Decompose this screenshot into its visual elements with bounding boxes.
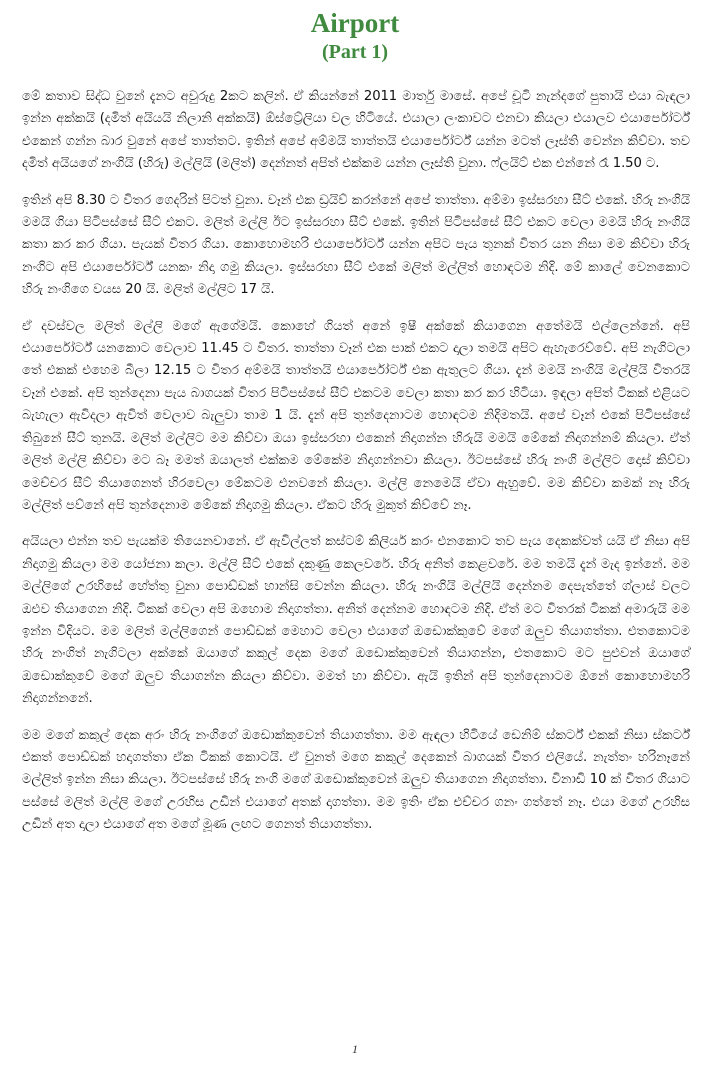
- paragraph-5: මම මගේ කකුල් දෙක අරං හිරු නංගිගේ ඔඩොක්කුවෙන් තියාගත්තා. මම ඇඳලා හිටියේ ඩෙනිම් ස්කර්ට් එකක් නිසා ස්කර්ට් එකත් පොඩ්ඩක් හදාගත්තා ඒක ටිකක් කොටයි. ඒ වුනත් මගෙ කකුල් දෙකෙන් බාගයක් විතර එලියේ. නැත්තං හරිනෑනේ මල්ලිත් ඉන්න නිසා කියලා. ඊටපස්සේ හිරු නංගි මගේ ඔඩොක්කුවෙන් ඔලුව තියාගෙන නිදාගත්තා. විනාඩි 10 ක් විතර ගියාට පස්සේ මලිත් මල්ලි මගේ උරහිස උඩින් එයාගේ අතක් දාගත්තා. මම ඉතිං ඒක එච්චර ගනං ගත්තේ නෑ. එයා මගේ උරහිස උඩින් අත දාලා එයාගේ අත මගේ මූණ ලඟට ගෙනත් තියාගත්තා.: [22, 727, 690, 833]
- paragraph-2: ඉතින් අපි 8.30 ට විතර ගෙදරින් පිටත් වුනා. වෑන් එක ඩ්‍රයිව් කරන්නේ අපේ තාත්තා. අම්මා ඉස්සරහා සීට් එකේ. හිරු නංගියි මමයි ගියා පිටිපස්සේ සීට් එකට. මලිත් මල්ලි ඊට ඉස්සරහා සීට් එකේ. ඉතින් පිටිපස්සේ සීට් එකට වෙලා මමයි හිරු නංගියි කතා කර කර ගියා. පැයක් විතර ගියා. කොහොමහරි එයාර්පෝර්ට් යන්න අපිට පැය තුනක් විතර යන නිසා මම කිව්වා හිරු නංගිට අපි එයාර්පෝර්ට් යනකං නිදා ගමු කියලා. ඉස්සරහා සීට් එකේ මලිත් මල්ලිත් හොඳටම නිදි. මේ කාලේ වෙනකොට හිරු නංගිගෙ වයස 20 යි. මලිත් මල්ලිට 17 යි.: [22, 192, 690, 298]
- paragraph-1: මේ කතාව සිද්ධ වුනේ දැනට අවුරුදු 2කට කලින්. ඒ කියන්නේ 2011 මාර්තු මාසේ. අපේ චූටි නැන්දගේ පුතායි එයා බැඳලා ඉන්න අක්කයි (දමිත් අයියයි නිලානි අක්කයි) ඕස්ට්‍රේලියා වල හිටියේ. එයාලා ලංකාවට එනවා කියලා එයාලව එයාර්පෝර්ට් එකෙන් ගන්න බාර වුනේ අපේ තාත්තට. ඉතින් අපේ අම්මයි තාත්තයි එයාර්පෝර්ට් යන්න මටත් ලෑස්ති වෙන්න කිව්වා. තව දමිත් අයියගේ නංගියි (හිරු) මල්ලියි (මලිත්) දෙන්නත් අපිත් එක්කම යන්න ලෑස්ති වුනා. ෆ්ලයිට් එක එන්නේ රෑ 1.50 ට.: [22, 89, 690, 172]
- paragraph-4: අයියලා එන්න තව පැයක්ම තියෙනවානේ. ඒ ඇවිල්ලත් කස්ටම් කිලියර් කරං එනකොට තව පැය දෙකක්වත් යයි ඒ නිසා අපි නිදාගමු කියලා මම යෝජනා කලා. මල්ලි සීට් එකේ දකුණු කෙලවරේ. හිරු අනිත් කෙළවරේ. මම තමයි දැන් මැද ඉන්නේ. මම මල්ලිගේ උරහිසේ හේත්තු වුනා පොඩ්ඩක් හාන්සි වෙන්න කියලා. හිරු නංගියි මල්ලියි දෙන්නම දෙපැත්තේ ග්ලාස් වලට ඔළුව තියාගෙන නිදි. ටිකක් වෙලා අපි ඔහොම නිදාගත්තා. අනිත් දෙන්නම හොඳටම නිදි. ඒත් මට විතරක් ටිකක් අමාරුයි මම ඉන්න විදියට. මම මලිත් මල්ලිගෙන් පොඩ්ඩක් මෙහාට වෙලා එයාගේ ඔඩොක්කුවේ මගේ ඔලුව තියාගත්තා. එතකොටම හිරු නංගිත් නැගිටලා අක්කේ ඔයාගේ කකුල් දෙක මගේ ඔඩොක්කුවෙන් තියාගන්න, එතකොට මට පුළුවන් ඔයාගේ ඔඩොක්කුවේ මගේ ඔලුව තියාගන්න කියලා කිව්වා. මමත් හා කිව්වා. ඇයි ඉතින් අපි තුන්දෙනාටම ඕනේ කොහොමහරි නිදාගන්නනේ.: [22, 534, 690, 707]
- story-body: [22, 86, 690, 851]
- story-subtitle: (Part 1): [321, 41, 389, 63]
- story-title: Airport: [310, 8, 400, 38]
- paragraph-3: ඒ දවස්වල මලිත් මල්ලි මගේ ඇගේමයි. කොහේ ගියත් අනේ ඉෂී අක්කේ කියාගෙන අතේමයි එල්ලෙන්නේ. අපි එයාර්පෝර්ට් යනකොට වෙලාව 11.45 ට විතර. තාත්තා වෑන් එක පාක් එකට දාලා තමයි අපිට ඇහැරෙව්වේ. අපි නැගිටලා තේ එකක් එහෙම බීලා 12.15 ට විතර අම්මයි තාත්තයි එයාර්පෝර්ට් එක ඇතුලට ගියා. දැන් මමයි නංගියි මල්ලියි විතරයි වෑන් එකේ. අපි තුන්දෙනා පැය බාගයක් විතර පිටිපස්සේ සීට් එකටම වෙලා කතා කර කර හිටියා. ඉඳලා අපිත් ටිකක් එළියට බැහැලා ඇවිදලා ඇවිත් වෙලාව බැලුවා තාම 1 යි. දැන් අපි තුන්දෙනාටම හොඳටම නිදිමතයි. අපේ වෑන් එකේ පිටිපස්සේ තිබුනේ සීට් තුනයි. මලිත් මල්ලිට මම කිව්වා ඔයා ඉස්සරහා එකෙන් නිදාගන්න හිරුයි මමයි මේකේ නිදාගන්නම් කියලා. ඒත් මලිත් මල්ලි කිව්වා මට බෑ මමත් ඔයාලත් එක්කම මේකේම නිදාගන්නවා කියලා. ඊටපස්සේ හිරු නංගි මල්ලිට දොස් කිව්වා මෙච්චර සීට් තියාගෙනත් හිරවෙලා මේකටම එනවනේ කියලා. මල්ලි නෙමෙයි ඒවා ඇහුවේ. මම කිව්වා කමක් නෑ හිරු මල්ලිත් පව්නේ අපි තුන්දෙනාම මේකේ නිදාගමු කියලා. ඒකට හිරු මුකුත් කිව්වේ නෑ.: [22, 318, 690, 513]
- page-number: 1: [352, 1042, 358, 1056]
